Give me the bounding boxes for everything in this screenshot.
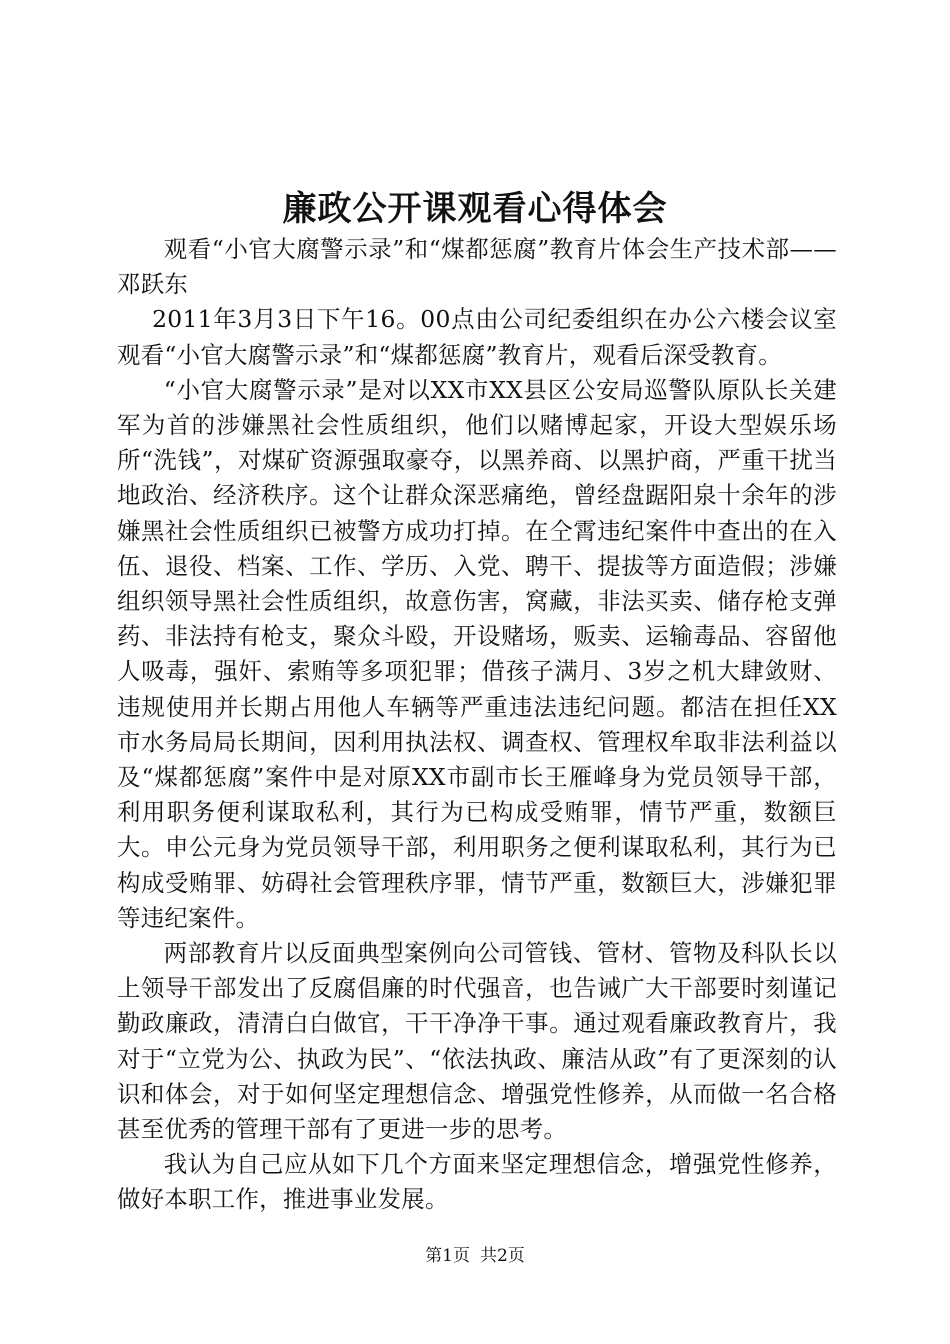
page-footer bbox=[0, 1244, 950, 1268]
document-body bbox=[117, 232, 837, 1218]
paragraph-case-summary: “小官大腐警示录”是对以XX市XX县区公安局巡警队原队长关建军为首的涉嫌黑社会性质组织，他们以赌博起家，开设大型娱乐场所“洗钱”，对煤矿资源强取豪夺，以黑养商、以黑护商，严重干扰当地政治、经济秩序。这个让群众深恶痛绝，曾经盘踞阳泉十余年的涉嫌黑社会性质组织已被警方成功打掉。在仝霄违纪案件中查出的在入伍、退役、档案、工作、学历、入党、聘干、提拔等方面造假；涉嫌组织领导黑社会性质组织，故意伤害，窝藏，非法买卖、储存枪支弹药、非法持有枪支，聚众斗殴，开设赌场，贩卖、运输毒品、容留他人吸毒，强奸、索贿等多项犯罪；借孩子满月、3岁之机大肆敛财、违规使用并长期占用他人车辆等严重违法违纪问题。都洁在担任XX市水务局局长期间，因利用执法权、调查权、管理权牟取非法利益以及“煤都惩腐”案件中是对原XX市副市长王雁峰身为党员领导干部，利用职务便利谋取私利，其行为已构成受贿罪，情节严重，数额巨大。申公元身为党员领导干部，利用职务之便利谋取私利，其行为已构成受贿罪、妨碍社会管理秩序罪，情节严重，数额巨大，涉嫌犯罪等违纪案件。 bbox=[117, 375, 837, 932]
document-title: 廉政公开课观看心得体会 bbox=[282, 189, 668, 229]
paragraph-event: 2011年3月3日下午16。00点由公司纪委组织在办公六楼会议室观看“小官大腐警示录”和“煤都惩腐”教育片，观看后深受教育。 bbox=[117, 305, 837, 369]
paragraph-subtitle: 观看“小官大腐警示录”和“煤都惩腐”教育片体会生产技术部——邓跃东 bbox=[117, 235, 837, 299]
paragraph-conclusion: 我认为自己应从如下几个方面来坚定理想信念，增强党性修养，做好本职工作，推进事业发展。 bbox=[117, 1150, 837, 1214]
page-total: 共2页 bbox=[480, 1246, 525, 1266]
paragraph-reflection: 两部教育片以反面典型案例向公司管钱、管材、管物及科队长以上领导干部发出了反腐倡廉的时代强音，也告诫广大干部要时刻谨记勤政廉政，清清白白做官，干干净净干事。通过观看廉政教育片，我对于“立党为公、执政为民”、“依法执政、廉洁从政”有了更深刻的认识和体会，对于如何坚定理想信念、增强党性修养，从而做一名合格甚至优秀的管理干部有了更进一步的思考。 bbox=[117, 939, 837, 1144]
page-number: 第1页 bbox=[425, 1246, 470, 1266]
